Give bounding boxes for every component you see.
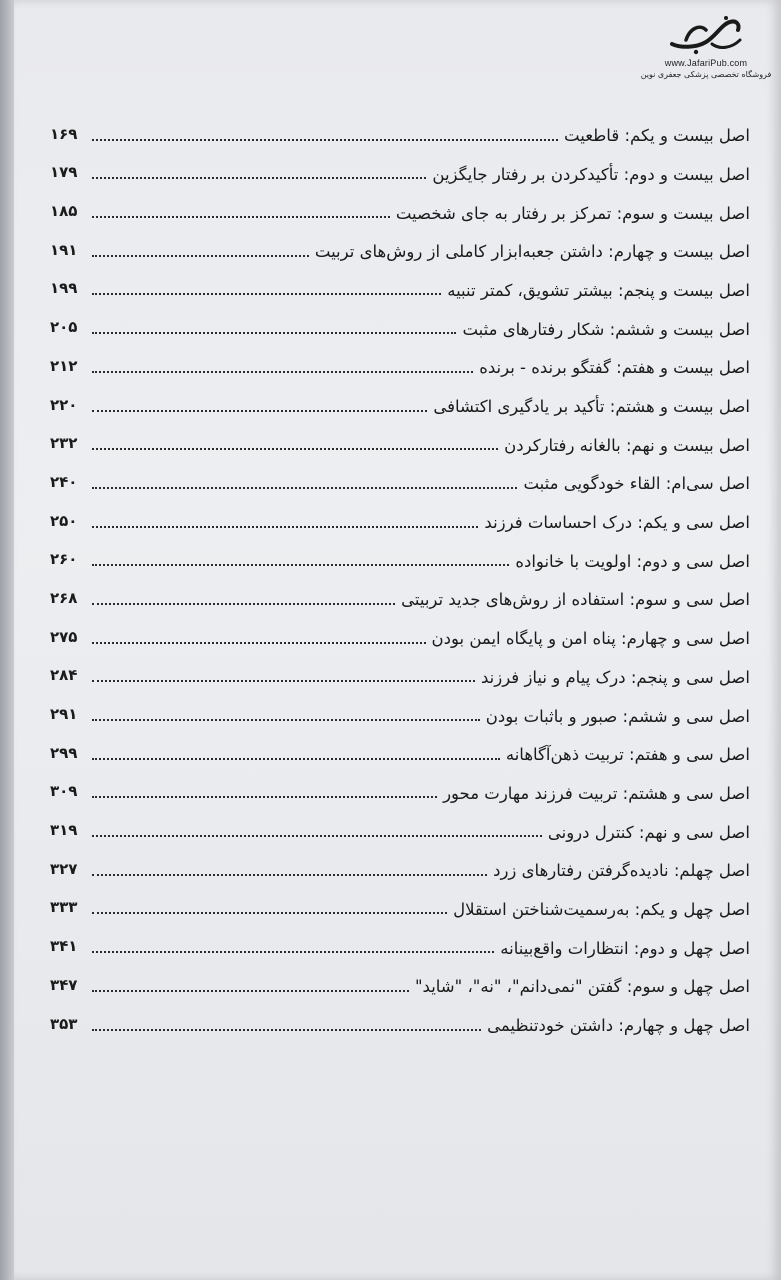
toc-leader-dots <box>92 911 447 914</box>
toc-entry <box>50 189 750 228</box>
toc-entry <box>50 963 750 1002</box>
toc-entry <box>50 499 750 538</box>
toc-page-number: ۱۹۹ <box>50 279 78 298</box>
toc-leader-dots <box>92 292 441 295</box>
toc-page-number: ۲۷۵ <box>50 627 78 646</box>
toc-page-number: ۳۰۹ <box>50 782 78 801</box>
toc-leader-dots <box>92 950 494 953</box>
toc-leader-dots <box>92 641 426 644</box>
toc-entry-title: اصل بیست و یکم: قاطعیت <box>564 126 750 146</box>
toc-entry <box>50 924 750 963</box>
toc-entry <box>50 344 750 383</box>
toc-entry <box>50 770 750 809</box>
toc-entry <box>50 422 750 461</box>
toc-entry-title: اصل سی و هفتم: تربیت ذهن‌آگاهانه <box>505 745 750 765</box>
toc-entry-title: اصل بیست و پنجم: بیشتر تشویق، کمتر تنبیه <box>447 280 750 300</box>
toc-entry-title: اصل چهل و یکم: به‌رسمیت‌شناختن استقلال <box>453 899 750 919</box>
table-of-contents <box>50 112 750 1041</box>
toc-entry <box>50 886 750 925</box>
toc-entry <box>50 267 750 306</box>
toc-entry <box>50 615 750 654</box>
toc-page-number: ۲۸۴ <box>50 666 78 685</box>
toc-entry-title: اصل بیست و سوم: تمرکز بر رفتار به جای شخصیت <box>395 203 750 223</box>
toc-entry <box>50 654 750 693</box>
toc-entry-title: اصل سی و سوم: استفاده از روش‌های جدید تربیتی <box>401 590 750 610</box>
publisher-tagline: فروشگاه تخصصی پزشکی جعفری نوین <box>640 70 772 79</box>
toc-page-number: ۳۳۳ <box>50 898 78 917</box>
toc-page-number: ۳۴۱ <box>50 937 78 956</box>
toc-page-number: ۲۰۵ <box>50 318 78 337</box>
toc-page-number: ۲۹۱ <box>50 705 78 723</box>
toc-entry-title: اصل چهل و چهارم: داشتن خودتنظیمی <box>487 1016 750 1035</box>
toc-entry-title: اصل بیست و دوم: تأکیدکردن بر رفتار جایگزین <box>432 164 750 184</box>
toc-entry <box>50 538 750 577</box>
toc-leader-dots <box>92 486 517 489</box>
toc-leader-dots <box>92 602 395 605</box>
toc-entry-title: اصل سی و چهارم: پناه امن و پایگاه ایمن بودن <box>431 629 750 649</box>
toc-leader-dots <box>92 370 473 373</box>
toc-entry <box>50 808 750 847</box>
toc-entry <box>50 731 750 770</box>
publisher-logo <box>636 14 776 94</box>
toc-leader-dots <box>92 873 487 876</box>
publisher-url: www.JafariPub.com <box>664 58 748 68</box>
toc-leader-dots <box>92 563 509 566</box>
toc-leader-dots <box>92 1028 481 1031</box>
toc-leader-dots <box>92 331 456 334</box>
toc-page-number: ۲۱۲ <box>50 356 78 375</box>
toc-leader-dots <box>92 138 558 141</box>
toc-page-number: ۲۳۲ <box>50 434 78 453</box>
publisher-logo-icon <box>666 14 746 56</box>
toc-page-number: ۳۱۹ <box>50 821 78 840</box>
toc-entry <box>50 112 750 151</box>
book-spine-shadow <box>0 0 14 1280</box>
toc-leader-dots <box>92 254 309 257</box>
toc-entry <box>50 383 750 422</box>
book-page <box>14 0 781 1280</box>
toc-leader-dots <box>92 834 542 837</box>
toc-entry <box>50 151 750 190</box>
toc-entry <box>50 692 750 731</box>
toc-entry-title: اصل سی و هشتم: تربیت فرزند مهارت محور <box>443 783 750 803</box>
toc-leader-dots <box>92 447 498 450</box>
toc-page-number: ۳۴۷ <box>50 975 78 994</box>
toc-entry <box>50 576 750 615</box>
toc-page-number: ۲۶۸ <box>50 588 78 607</box>
toc-leader-dots <box>92 795 437 798</box>
toc-entry-title: اصل چهل و دوم: انتظارات واقع‌بینانه <box>500 938 750 958</box>
toc-leader-dots <box>92 176 426 179</box>
toc-page-number: ۲۶۰ <box>50 550 78 569</box>
toc-entry-title: اصل بیست و ششم: شکار رفتارهای مثبت <box>462 319 750 339</box>
toc-leader-dots <box>92 989 409 992</box>
toc-entry-title: اصل سی و پنجم: درک پیام و نیاز فرزند <box>480 667 750 687</box>
toc-entry-title: اصل سی و ششم: صبور و باثبات بودن <box>485 706 750 726</box>
toc-entry-title: اصل بیست و چهارم: داشتن جعبه‌ابزار کاملی از روش‌های تربیت <box>314 242 750 262</box>
toc-leader-dots <box>92 409 427 412</box>
toc-page-number: ۲۲۰ <box>50 395 78 414</box>
toc-page-number: ۱۹۱ <box>50 240 78 259</box>
toc-entry-title: اصل بیست و نهم: بالغانه رفتارکردن <box>504 435 750 455</box>
toc-entry <box>50 228 750 267</box>
toc-leader-dots <box>92 215 390 218</box>
toc-page-number: ۱۷۹ <box>50 163 78 182</box>
toc-leader-dots <box>92 679 475 682</box>
toc-leader-dots <box>92 525 478 528</box>
toc-entry-title: اصل بیست و هفتم: گفتگو برنده - برنده <box>479 358 750 378</box>
toc-page-number: ۱۶۹ <box>50 124 78 143</box>
toc-entry-title: اصل سی و یکم: درک احساسات فرزند <box>484 513 750 533</box>
toc-entry <box>50 460 750 499</box>
toc-entry <box>50 1002 750 1041</box>
toc-entry-title: اصل سی و دوم: اولویت با خانواده <box>515 551 750 571</box>
toc-entry-title: اصل سی و نهم: کنترل درونی <box>547 822 750 842</box>
toc-page-number: ۳۲۷ <box>50 859 78 878</box>
toc-entry-title: اصل چهلم: نادیده‌گرفتن رفتارهای زرد <box>493 861 750 881</box>
toc-entry-title: اصل چهل و سوم: گفتن "نمی‌دانم"، "نه"، "شاید" <box>414 977 750 997</box>
toc-entry-title: اصل بیست و هشتم: تأکید بر یادگیری اکتشافی <box>433 397 750 416</box>
toc-leader-dots <box>92 757 500 760</box>
toc-leader-dots <box>92 718 480 721</box>
toc-page-number: ۱۸۵ <box>50 202 78 221</box>
toc-page-number: ۲۴۰ <box>50 472 78 491</box>
toc-page-number: ۲۹۹ <box>50 743 78 762</box>
toc-page-number: ۲۵۰ <box>50 511 78 530</box>
toc-page-number: ۳۵۳ <box>50 1014 78 1033</box>
toc-entry-title: اصل سی‌ام: القاء خودگویی مثبت <box>523 474 750 494</box>
toc-entry <box>50 847 750 886</box>
toc-entry <box>50 305 750 344</box>
